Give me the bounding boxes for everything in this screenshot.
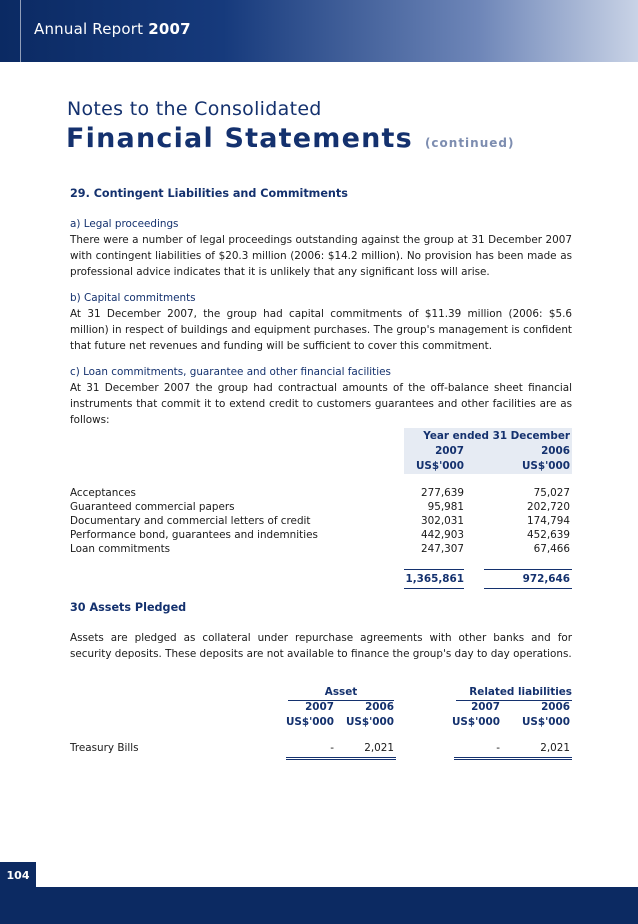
capital-commitments-text: At 31 December 2007, the group had capital commitments of $11.39 million (2006: $5.6 million) in respect of buildings and equipment purchases. The group's management is confident that future net revenues and funding will be sufficient to cover this commitment.: [70, 308, 572, 352]
col-year-2007: 2007: [435, 445, 464, 457]
liab-total-rule-1: [454, 757, 572, 758]
liab-col-unit-2006: US$'000: [521, 716, 570, 728]
treasury-bills-label: Treasury Bills: [70, 742, 139, 754]
liab-col-year-2007: 2007: [471, 701, 500, 713]
asset-col-unit-2007: US$'000: [285, 716, 334, 728]
notes-title: Notes to the Consolidated: [67, 98, 322, 120]
total-top-rule-2007: [404, 569, 464, 570]
liab-value-2006: 2,021: [540, 742, 570, 754]
annual-report-year: 2007: [148, 20, 191, 38]
row-label: Guaranteed commercial papers: [70, 501, 235, 513]
total-2007: 1,365,861: [405, 573, 464, 585]
row-value-2007: 442,903: [421, 529, 464, 541]
total-bottom-rule-2006: [484, 588, 572, 589]
row-value-2006: 452,639: [527, 529, 570, 541]
liab-value-2007: -: [496, 742, 500, 754]
footer-band: [0, 887, 638, 924]
section-30: [70, 600, 572, 662]
section-30-title: 30 Assets Pledged: [70, 601, 187, 614]
section-29: [70, 186, 572, 428]
total-top-rule-2006: [484, 569, 572, 570]
table-total-row: [70, 573, 572, 589]
row-label: Performance bond, guarantees and indemnities: [70, 529, 318, 541]
legal-proceedings-text: There were a number of legal proceedings outstanding against the group at 31 December 2007 with contingent liabilities of $20.3 million (2006: $14.2 million). No provision has been made as professional advice indicates that it is unlikely that any significant loss will arise.: [70, 234, 572, 278]
related-liabilities-header: Related liabilities: [469, 686, 572, 698]
annual-report-title: [34, 20, 191, 38]
asset-total-rule-1: [286, 757, 396, 758]
capital-commitments-title: b) Capital commitments: [70, 292, 196, 304]
page-number: 104: [0, 862, 36, 890]
total-bottom-rule-2007: [404, 588, 464, 589]
loan-commitments-text: At 31 December 2007 the group had contractual amounts of the off-balance sheet financial instruments that commit it to extend credit to customers guarantees and other facilities are as follows:: [70, 382, 572, 426]
fs-title-text: Financial Statements: [66, 123, 413, 154]
row-label: Acceptances: [70, 487, 136, 499]
fs-continued: (continued): [424, 136, 515, 150]
financial-statements-title: [66, 123, 514, 154]
col-unit-2007: US$'000: [415, 460, 464, 472]
liab-total-rule-2: [454, 759, 572, 760]
table-row: [70, 543, 572, 559]
asset-col-unit-2006: US$'000: [345, 716, 394, 728]
annual-report-prefix: Annual Report: [34, 20, 144, 38]
header-divider: [20, 0, 21, 62]
row-value-2006: 75,027: [533, 487, 570, 499]
asset-value-2007: -: [330, 742, 334, 754]
liab-col-year-2006: 2006: [541, 701, 570, 713]
row-value-2006: 67,466: [533, 543, 570, 555]
table-header-row: [70, 430, 572, 446]
row-label: Loan commitments: [70, 543, 171, 555]
row-label: Documentary and commercial letters of credit: [70, 515, 311, 527]
legal-proceedings-title: a) Legal proceedings: [70, 218, 179, 230]
asset-header: Asset: [324, 686, 358, 698]
asset-col-year-2007: 2007: [305, 701, 334, 713]
asset-total-rule-2: [286, 759, 396, 760]
row-value-2007: 302,031: [421, 515, 464, 527]
asset-value-2006: 2,021: [364, 742, 394, 754]
total-2006: 972,646: [522, 573, 570, 585]
section-29-title: 29. Contingent Liabilities and Commitments: [70, 187, 348, 200]
table-unit-row: [70, 460, 572, 476]
col-unit-2006: US$'000: [521, 460, 570, 472]
loan-commitments-title: c) Loan commitments, guarantee and other financial facilities: [70, 366, 391, 378]
asset-col-year-2006: 2006: [365, 701, 394, 713]
period-header: Year ended 31 December: [423, 430, 570, 442]
row-value-2006: 174,794: [527, 515, 570, 527]
row-value-2007: 277,639: [421, 487, 464, 499]
col-year-2006: 2006: [541, 445, 570, 457]
row-value-2007: 95,981: [427, 501, 464, 513]
section-30-text: Assets are pledged as collateral under repurchase agreements with other banks and for security deposits. These deposits are not available to finance the group's day to day operations.: [70, 632, 572, 660]
liab-col-unit-2007: US$'000: [451, 716, 500, 728]
table-year-row: [70, 445, 572, 461]
row-value-2007: 247,307: [421, 543, 464, 555]
row-value-2006: 202,720: [527, 501, 570, 513]
